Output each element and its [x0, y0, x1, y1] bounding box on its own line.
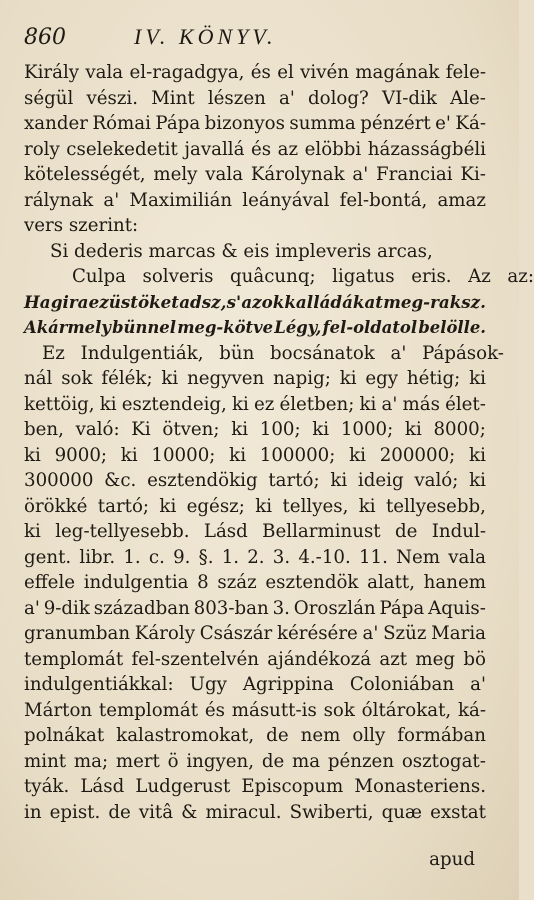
word: kettöig,	[24, 393, 95, 415]
word: cselekedetit	[66, 138, 178, 160]
word: Agrippina	[242, 674, 334, 695]
word: ö	[167, 750, 179, 772]
word: templomát	[24, 648, 124, 670]
word: Nem	[396, 546, 441, 568]
page-header	[24, 24, 493, 60]
paragraph-line	[24, 545, 486, 571]
word: Lásd	[203, 521, 248, 542]
word: sok	[61, 368, 93, 389]
word: félék;	[101, 368, 153, 389]
word: Akármely	[24, 318, 111, 337]
word: tellyesebb,	[385, 495, 486, 517]
word: tartó;	[97, 495, 150, 517]
word: ligatus	[332, 266, 395, 287]
word: elöbbi	[304, 138, 362, 160]
word: meg-kötve	[177, 318, 274, 337]
word: ségül	[24, 87, 74, 109]
word: 3.	[272, 546, 291, 568]
word: xander	[24, 113, 88, 134]
text-line	[24, 162, 486, 188]
word: ká-	[457, 699, 486, 721]
word: tartó;	[268, 470, 320, 491]
word: Indulgentiák,	[80, 342, 204, 364]
word: 9-dik	[43, 597, 90, 619]
paragraph-line	[24, 672, 486, 698]
word: vészi.	[86, 87, 139, 109]
word: esztendeig,	[121, 393, 227, 415]
word: a'	[24, 597, 40, 619]
word: solveris	[142, 266, 214, 287]
word: a'	[362, 623, 379, 644]
paragraph-line	[24, 392, 486, 418]
word: kötelességét,	[24, 164, 146, 185]
word: Indul-	[431, 521, 486, 542]
word: bün	[219, 342, 255, 364]
page-body	[24, 60, 534, 825]
word: ki	[159, 495, 177, 517]
word: ezüstöket	[88, 291, 180, 312]
word: Király	[24, 62, 80, 83]
word: Szüz	[383, 623, 427, 644]
word: 9000;	[54, 444, 108, 466]
word: 4.-10.	[298, 546, 351, 568]
word: Pápa	[155, 113, 201, 134]
word: ki	[469, 444, 486, 466]
word: libr.	[79, 546, 116, 568]
page-number: 860	[24, 25, 66, 50]
word: vitâ	[138, 801, 174, 823]
word: tyák.	[24, 776, 70, 797]
word: meg	[415, 648, 456, 670]
word: napig;	[273, 368, 331, 389]
word: Ludgerust	[135, 776, 231, 797]
word: ideig	[357, 470, 404, 491]
word: fele-	[445, 62, 486, 83]
word: Oroszlán	[293, 597, 376, 619]
word: ben,	[24, 419, 64, 440]
word: bocsánatok	[270, 342, 375, 364]
word: azt	[379, 648, 408, 670]
running-head: IV. KÖNYV.	[134, 24, 277, 49]
word: más	[402, 393, 440, 415]
word: 1.	[221, 546, 240, 568]
word: való:	[75, 419, 120, 440]
word: dolog?	[308, 87, 369, 109]
word: 300000	[24, 470, 94, 491]
word: másutt-is	[231, 699, 317, 721]
paragraph-line	[24, 596, 486, 622]
word: ki	[469, 368, 486, 389]
word: rálynak	[24, 189, 94, 211]
word: Franciai	[376, 164, 453, 185]
word: ki	[349, 444, 366, 466]
text-line: vers szerint:	[24, 215, 139, 236]
word: leányával	[242, 189, 330, 211]
word: el-ragadgya,	[129, 62, 245, 83]
word: tellyes,	[282, 495, 349, 517]
word: de	[394, 521, 418, 542]
catchword: apud	[429, 849, 475, 870]
word: Culpa	[72, 266, 126, 287]
text-line	[24, 86, 486, 112]
verse-line	[24, 264, 534, 290]
word: vala	[205, 164, 244, 185]
word: században	[93, 597, 190, 619]
text-line	[24, 111, 486, 137]
word: ma	[292, 750, 321, 772]
word: Ugy	[189, 674, 227, 695]
word: el	[277, 62, 294, 83]
word: gira	[50, 291, 89, 312]
word: vala	[448, 546, 486, 568]
word: Lásd	[80, 776, 125, 797]
word: gent.	[24, 546, 72, 568]
word: egy	[365, 368, 399, 389]
word: Coloniában	[349, 674, 455, 695]
word: örökké	[24, 495, 88, 517]
paragraph-line	[24, 647, 486, 673]
word: házasságbéli	[367, 138, 486, 160]
word: exstat	[430, 801, 486, 823]
word: Károlynak	[250, 164, 345, 185]
word: 100;	[259, 419, 301, 440]
word: ötven;	[162, 419, 220, 440]
word: ki	[161, 368, 179, 389]
word: Monasteriens.	[354, 776, 486, 797]
word: amaz	[437, 189, 486, 211]
word: 9.	[173, 546, 191, 568]
word: Aquis-	[428, 597, 486, 619]
word: ki	[99, 393, 117, 415]
word: száz	[217, 572, 257, 593]
word: de	[266, 725, 289, 746]
word: 11.	[358, 546, 388, 568]
word: esztendök	[265, 572, 359, 593]
word: javallá	[184, 138, 245, 160]
word: summa	[289, 113, 356, 134]
word: Pápa	[379, 597, 425, 619]
word: Légy,	[274, 318, 322, 337]
word: egész;	[186, 495, 245, 517]
word: Ale-	[450, 87, 486, 109]
word: ki	[469, 470, 486, 491]
word: ki	[339, 368, 357, 389]
word: 803-ban	[193, 597, 269, 619]
word: vivén	[300, 62, 349, 83]
paragraph-line	[24, 417, 486, 443]
word: hétig;	[406, 368, 461, 389]
word: olly	[352, 725, 386, 746]
word: ki	[358, 495, 376, 517]
word: leg-tellyesebb.	[55, 521, 190, 542]
word: ki	[24, 444, 41, 466]
word: mely	[153, 164, 198, 185]
word: az	[277, 138, 299, 160]
word: &c.	[104, 470, 137, 491]
word: c.	[148, 546, 165, 568]
word: adsz,	[179, 291, 227, 312]
word: miracul.	[205, 801, 282, 823]
word: ma;	[73, 750, 109, 772]
word: negyven	[187, 368, 265, 389]
word: az:	[507, 266, 534, 287]
word: granumban	[24, 623, 131, 644]
italic-translation-line	[24, 315, 486, 341]
word: ajándékozá	[267, 648, 372, 670]
word: ki	[404, 419, 422, 440]
word: a'	[390, 342, 407, 364]
word: Római	[92, 113, 151, 134]
paragraph-line	[24, 774, 486, 800]
word: Bellarminust	[262, 521, 381, 542]
word: óltárokat,	[361, 699, 452, 721]
word: a'	[470, 674, 486, 695]
text-line	[24, 137, 486, 163]
word: epist.	[49, 801, 101, 823]
word: fel-bontá,	[339, 189, 428, 211]
paragraph-line	[24, 723, 486, 749]
word: lészen	[207, 87, 266, 109]
word: VI-dik	[381, 87, 437, 109]
word: való;	[414, 470, 459, 491]
word: effele	[24, 572, 76, 593]
word: Károly	[134, 623, 195, 644]
word: quâcunq;	[230, 266, 316, 287]
word: a'	[103, 189, 120, 211]
word: ingyen,	[186, 750, 255, 772]
word: pénzen	[327, 750, 395, 772]
word: Episcopum	[241, 776, 344, 797]
word: ki	[312, 419, 330, 440]
word: in	[24, 801, 42, 823]
italic-translation-line	[24, 290, 486, 316]
word: ki	[330, 470, 348, 491]
word: de	[261, 750, 285, 772]
word: 8	[197, 572, 209, 593]
text-line	[24, 60, 486, 86]
word: a'	[352, 164, 369, 185]
text-line	[24, 188, 486, 214]
word: és	[204, 699, 225, 721]
paragraph-line	[24, 698, 486, 724]
word: polnákat	[24, 725, 105, 746]
word: bizonyos	[204, 113, 285, 134]
word: §.	[198, 546, 214, 568]
word: de	[108, 801, 131, 823]
word: formában	[397, 725, 486, 746]
word: nál	[24, 368, 53, 389]
word: Márton	[24, 699, 93, 721]
word: meg-raksz.	[383, 291, 486, 312]
word: Császár	[199, 623, 273, 644]
word: sok	[323, 699, 355, 721]
word: fel-szentelvén	[131, 648, 259, 670]
word: ki	[231, 419, 249, 440]
word: bünnel	[112, 318, 176, 337]
paragraph-line	[24, 494, 486, 520]
paragraph-line	[24, 519, 486, 545]
word: 1000;	[340, 419, 394, 440]
paragraph-line	[24, 749, 486, 775]
word: Maximilián	[129, 189, 233, 211]
word: Ez	[42, 342, 65, 364]
word: Maria	[431, 623, 486, 644]
word: quæ	[381, 801, 423, 823]
word: azokkal	[241, 291, 314, 312]
word: e'	[435, 113, 451, 134]
word: kalastromokat,	[116, 725, 255, 746]
word: Az	[468, 266, 491, 287]
word: mint	[24, 750, 67, 772]
paragraph-line	[24, 800, 486, 826]
word: élet-	[445, 393, 486, 415]
paragraph-line	[24, 366, 486, 392]
word: 1.	[123, 546, 141, 568]
word: bö	[463, 648, 486, 670]
word: és	[250, 138, 272, 160]
word: 3.	[272, 597, 290, 619]
word: a'	[381, 393, 398, 415]
word: 10000;	[151, 444, 216, 466]
word: magának	[355, 62, 440, 83]
word: Mint	[151, 87, 195, 109]
word: indulgentiákkal:	[24, 674, 174, 695]
word: 100000;	[259, 444, 336, 466]
word: ki	[359, 393, 377, 415]
word: hanem	[423, 572, 486, 593]
word: esztendökig	[147, 470, 258, 491]
word: ki	[24, 521, 41, 542]
word: roly	[24, 138, 60, 160]
word: a'	[278, 87, 295, 109]
word: Ki	[131, 419, 151, 440]
word: 8000;	[433, 419, 486, 440]
word: Swiberti,	[289, 801, 374, 823]
word: pénzért	[360, 113, 431, 134]
word: indulgentia	[83, 572, 189, 593]
word: életben;	[279, 393, 355, 415]
word: ki	[120, 444, 138, 466]
paragraph-line	[24, 570, 486, 596]
word: belölle.	[418, 318, 486, 337]
word: kérésére	[276, 623, 358, 644]
word: 200000;	[379, 444, 456, 466]
word: &	[181, 801, 198, 823]
word: ez	[253, 393, 275, 415]
paragraph-line	[24, 341, 504, 367]
word: vala	[85, 62, 124, 83]
word: ki	[231, 393, 249, 415]
word: osztogat-	[401, 750, 486, 772]
word: Ká-	[455, 113, 486, 134]
word: fel-oldatol	[322, 318, 418, 337]
paragraph-line	[24, 443, 486, 469]
word: ki	[255, 495, 273, 517]
verse-line: Si dederis marcas & eis impleveris arcas,	[50, 240, 433, 262]
word: ki	[229, 444, 247, 466]
word: Pápások-	[422, 342, 504, 364]
word: alatt,	[367, 572, 416, 593]
word: nem	[300, 725, 341, 746]
word: eris.	[411, 266, 452, 287]
word: Ha	[24, 291, 51, 312]
word: s'	[226, 291, 242, 312]
word: 2.	[247, 546, 265, 568]
word: mert	[115, 750, 160, 772]
paragraph-line	[24, 468, 486, 494]
paragraph-line	[24, 621, 486, 647]
word: és	[250, 62, 271, 83]
word: templomát	[98, 699, 199, 721]
word: Ki-	[460, 164, 486, 185]
word: ládákat	[313, 291, 383, 312]
